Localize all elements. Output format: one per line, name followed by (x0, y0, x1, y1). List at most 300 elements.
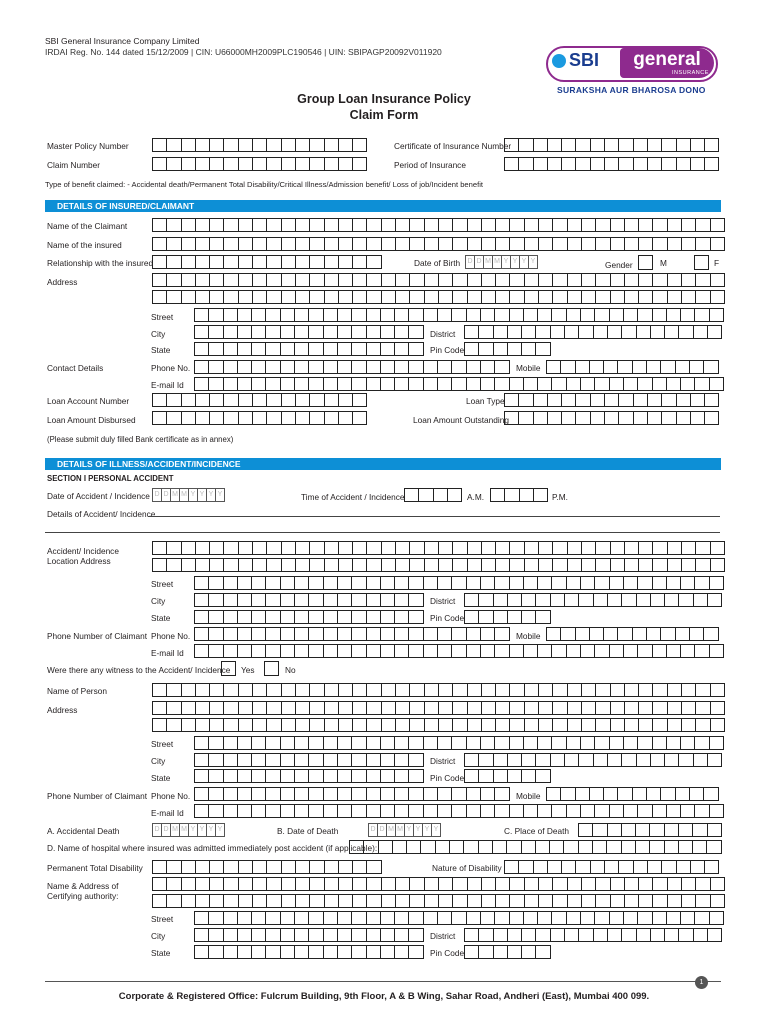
char-box[interactable] (395, 541, 410, 555)
char-box[interactable] (660, 787, 675, 801)
date-char-box[interactable]: Y (431, 823, 441, 837)
char-box[interactable] (695, 683, 710, 697)
char-box[interactable] (594, 911, 609, 925)
char-box[interactable] (266, 157, 281, 171)
char-box[interactable] (661, 393, 676, 407)
char-box[interactable] (681, 218, 696, 232)
char-box[interactable] (637, 377, 652, 391)
char-box[interactable] (280, 627, 295, 641)
char-box[interactable] (381, 894, 396, 908)
char-box[interactable] (308, 911, 323, 925)
state-2-input[interactable] (194, 610, 423, 624)
char-box[interactable] (366, 360, 381, 374)
char-box[interactable] (237, 753, 252, 767)
char-box[interactable] (695, 237, 710, 251)
char-box[interactable] (546, 360, 561, 374)
char-box[interactable] (681, 877, 696, 891)
char-box[interactable] (638, 877, 653, 891)
char-box[interactable] (280, 644, 295, 658)
char-box[interactable] (610, 218, 625, 232)
char-box[interactable] (451, 787, 466, 801)
char-box[interactable] (166, 255, 181, 269)
char-box[interactable] (623, 736, 638, 750)
char-box[interactable] (693, 325, 708, 339)
char-box[interactable] (281, 393, 296, 407)
char-box[interactable] (704, 411, 719, 425)
date-char-box[interactable]: Y (519, 255, 529, 269)
char-box[interactable] (238, 157, 253, 171)
char-box[interactable] (595, 218, 610, 232)
char-box[interactable] (538, 541, 553, 555)
char-box[interactable] (494, 360, 509, 374)
char-box[interactable] (209, 558, 224, 572)
char-box[interactable] (504, 860, 519, 874)
char-box[interactable] (575, 360, 590, 374)
char-box[interactable] (280, 377, 295, 391)
char-box[interactable] (509, 576, 524, 590)
claim-number-input[interactable] (152, 157, 366, 171)
char-box[interactable] (667, 877, 682, 891)
char-box[interactable] (252, 157, 267, 171)
char-box[interactable] (265, 610, 280, 624)
char-box[interactable] (408, 627, 423, 641)
char-box[interactable] (578, 823, 593, 837)
char-box[interactable] (208, 593, 223, 607)
char-box[interactable] (324, 411, 339, 425)
char-box[interactable] (666, 911, 681, 925)
char-box[interactable] (194, 928, 209, 942)
street-2-input[interactable] (194, 576, 723, 590)
char-box[interactable] (535, 840, 550, 854)
char-box[interactable] (638, 290, 653, 304)
char-box[interactable] (681, 894, 696, 908)
char-box[interactable] (494, 627, 509, 641)
char-box[interactable] (408, 736, 423, 750)
char-box[interactable] (152, 877, 167, 891)
char-box[interactable] (237, 593, 252, 607)
char-box[interactable] (423, 736, 438, 750)
char-box[interactable] (208, 769, 223, 783)
char-box[interactable] (624, 894, 639, 908)
char-box[interactable] (621, 593, 636, 607)
char-box[interactable] (567, 237, 582, 251)
char-box[interactable] (352, 894, 367, 908)
char-box[interactable] (281, 411, 296, 425)
char-box[interactable] (238, 218, 253, 232)
char-box[interactable] (610, 558, 625, 572)
char-box[interactable] (467, 218, 482, 232)
location-line1-input[interactable] (152, 541, 724, 555)
char-box[interactable] (166, 393, 181, 407)
char-box[interactable] (507, 928, 522, 942)
char-box[interactable] (366, 701, 381, 715)
char-box[interactable] (710, 877, 725, 891)
char-box[interactable] (552, 701, 567, 715)
char-box[interactable] (566, 736, 581, 750)
char-box[interactable] (194, 911, 209, 925)
char-box[interactable] (208, 753, 223, 767)
char-box[interactable] (633, 860, 648, 874)
char-box[interactable] (294, 342, 309, 356)
char-box[interactable] (252, 558, 267, 572)
char-box[interactable] (652, 718, 667, 732)
char-box[interactable] (295, 877, 310, 891)
char-box[interactable] (251, 593, 266, 607)
place-death-input[interactable] (578, 823, 721, 837)
char-box[interactable] (595, 877, 610, 891)
char-box[interactable] (507, 342, 522, 356)
char-box[interactable] (166, 157, 181, 171)
char-box[interactable] (480, 644, 495, 658)
char-box[interactable] (647, 138, 662, 152)
char-box[interactable] (309, 273, 324, 287)
char-box[interactable] (252, 237, 267, 251)
char-box[interactable] (504, 393, 519, 407)
loan-outstanding-input[interactable] (504, 411, 718, 425)
char-box[interactable] (281, 157, 296, 171)
char-box[interactable] (295, 411, 310, 425)
char-box[interactable] (194, 753, 209, 767)
char-box[interactable] (265, 342, 280, 356)
char-box[interactable] (309, 558, 324, 572)
char-box[interactable] (309, 877, 324, 891)
char-box[interactable] (408, 377, 423, 391)
char-box[interactable] (623, 576, 638, 590)
phone-input[interactable] (194, 360, 509, 374)
char-box[interactable] (424, 558, 439, 572)
char-box[interactable] (265, 928, 280, 942)
char-box[interactable] (695, 290, 710, 304)
char-box[interactable] (223, 804, 238, 818)
char-box[interactable] (195, 558, 210, 572)
char-box[interactable] (524, 701, 539, 715)
char-box[interactable] (578, 753, 593, 767)
char-box[interactable] (467, 683, 482, 697)
char-box[interactable] (524, 273, 539, 287)
char-box[interactable] (595, 541, 610, 555)
char-box[interactable] (494, 644, 509, 658)
address-line2-input[interactable] (152, 290, 724, 304)
char-box[interactable] (366, 769, 381, 783)
char-box[interactable] (394, 804, 409, 818)
char-box[interactable] (266, 290, 281, 304)
char-box[interactable] (624, 541, 639, 555)
char-box[interactable] (595, 290, 610, 304)
char-box[interactable] (633, 157, 648, 171)
char-box[interactable] (152, 894, 167, 908)
char-box[interactable] (195, 701, 210, 715)
state-3-input[interactable] (194, 769, 423, 783)
claimant-name-input[interactable] (152, 218, 724, 232)
char-box[interactable] (424, 290, 439, 304)
char-box[interactable] (252, 290, 267, 304)
char-box[interactable] (504, 157, 519, 171)
char-box[interactable] (594, 377, 609, 391)
char-box[interactable] (208, 610, 223, 624)
char-box[interactable] (366, 377, 381, 391)
char-box[interactable] (607, 325, 622, 339)
char-box[interactable] (581, 273, 596, 287)
char-box[interactable] (595, 894, 610, 908)
char-box[interactable] (366, 218, 381, 232)
char-box[interactable] (194, 945, 209, 959)
char-box[interactable] (194, 610, 209, 624)
char-box[interactable] (493, 610, 508, 624)
char-box[interactable] (704, 157, 719, 171)
char-box[interactable] (638, 718, 653, 732)
char-box[interactable] (408, 787, 423, 801)
char-box[interactable] (580, 911, 595, 925)
char-box[interactable] (564, 325, 579, 339)
char-box[interactable] (466, 377, 481, 391)
char-box[interactable] (689, 627, 704, 641)
city-2-input[interactable] (194, 593, 423, 607)
char-box[interactable] (423, 787, 438, 801)
char-box[interactable] (323, 753, 338, 767)
char-box[interactable] (281, 558, 296, 572)
char-box[interactable] (694, 644, 709, 658)
char-box[interactable] (451, 736, 466, 750)
char-box[interactable] (681, 273, 696, 287)
date-accident-input[interactable] (152, 488, 224, 502)
char-box[interactable] (295, 558, 310, 572)
char-box[interactable] (604, 860, 619, 874)
char-box[interactable] (381, 877, 396, 891)
char-box[interactable] (223, 541, 238, 555)
char-box[interactable] (680, 736, 695, 750)
char-box[interactable] (338, 290, 353, 304)
char-box[interactable] (323, 804, 338, 818)
char-box[interactable] (266, 237, 281, 251)
char-box[interactable] (265, 377, 280, 391)
char-box[interactable] (578, 593, 593, 607)
char-box[interactable] (308, 769, 323, 783)
char-box[interactable] (495, 701, 510, 715)
relationship-input[interactable] (152, 255, 381, 269)
char-box[interactable] (223, 411, 238, 425)
char-box[interactable] (152, 718, 167, 732)
char-box[interactable] (593, 325, 608, 339)
char-box[interactable] (424, 237, 439, 251)
char-box[interactable] (652, 377, 667, 391)
char-box[interactable] (237, 325, 252, 339)
char-box[interactable] (408, 610, 423, 624)
char-box[interactable] (265, 593, 280, 607)
char-box[interactable] (166, 218, 181, 232)
char-box[interactable] (504, 411, 519, 425)
char-box[interactable] (266, 877, 281, 891)
char-box[interactable] (617, 360, 632, 374)
char-box[interactable] (623, 644, 638, 658)
char-box[interactable] (710, 558, 725, 572)
char-box[interactable] (337, 576, 352, 590)
char-box[interactable] (621, 928, 636, 942)
cert-number-input[interactable] (504, 138, 718, 152)
char-box[interactable] (280, 945, 295, 959)
char-box[interactable] (423, 644, 438, 658)
char-box[interactable] (166, 138, 181, 152)
char-box[interactable] (661, 411, 676, 425)
char-box[interactable] (223, 627, 238, 641)
char-box[interactable] (265, 736, 280, 750)
char-box[interactable] (566, 576, 581, 590)
char-box[interactable] (295, 237, 310, 251)
char-box[interactable] (710, 718, 725, 732)
char-box[interactable] (538, 701, 553, 715)
char-box[interactable] (409, 718, 424, 732)
char-box[interactable] (709, 576, 724, 590)
char-box[interactable] (437, 627, 452, 641)
char-box[interactable] (337, 769, 352, 783)
char-box[interactable] (492, 840, 507, 854)
char-box[interactable] (464, 769, 479, 783)
char-box[interactable] (521, 342, 536, 356)
char-box[interactable] (652, 911, 667, 925)
char-box[interactable] (538, 558, 553, 572)
char-box[interactable] (594, 736, 609, 750)
char-box[interactable] (295, 701, 310, 715)
char-box[interactable] (452, 218, 467, 232)
char-box[interactable] (238, 894, 253, 908)
certifying-line1[interactable] (152, 877, 724, 891)
char-box[interactable] (251, 911, 266, 925)
char-box[interactable] (624, 683, 639, 697)
char-box[interactable] (707, 928, 722, 942)
char-box[interactable] (323, 769, 338, 783)
char-box[interactable] (438, 701, 453, 715)
char-box[interactable] (194, 308, 209, 322)
char-box[interactable] (621, 325, 636, 339)
char-box[interactable] (337, 911, 352, 925)
char-box[interactable] (223, 308, 238, 322)
char-box[interactable] (481, 290, 496, 304)
char-box[interactable] (595, 718, 610, 732)
char-box[interactable] (409, 290, 424, 304)
char-box[interactable] (181, 701, 196, 715)
char-box[interactable] (381, 558, 396, 572)
char-box[interactable] (295, 718, 310, 732)
char-box[interactable] (308, 593, 323, 607)
char-box[interactable] (509, 541, 524, 555)
char-box[interactable] (438, 877, 453, 891)
phone-3-input[interactable] (194, 787, 509, 801)
char-box[interactable] (609, 736, 624, 750)
char-box[interactable] (266, 411, 281, 425)
char-box[interactable] (152, 411, 167, 425)
char-box[interactable] (580, 308, 595, 322)
char-box[interactable] (509, 273, 524, 287)
char-box[interactable] (237, 627, 252, 641)
char-box[interactable] (495, 290, 510, 304)
char-box[interactable] (638, 218, 653, 232)
date-char-box[interactable]: Y (197, 823, 207, 837)
char-box[interactable] (478, 840, 493, 854)
char-box[interactable] (395, 701, 410, 715)
char-box[interactable] (523, 576, 538, 590)
char-box[interactable] (693, 753, 708, 767)
char-box[interactable] (695, 701, 710, 715)
char-box[interactable] (495, 877, 510, 891)
char-box[interactable] (294, 576, 309, 590)
char-box[interactable] (438, 718, 453, 732)
char-box[interactable] (509, 804, 524, 818)
char-box[interactable] (604, 393, 619, 407)
char-box[interactable] (337, 342, 352, 356)
char-box[interactable] (352, 157, 367, 171)
char-box[interactable] (237, 736, 252, 750)
char-box[interactable] (652, 894, 667, 908)
char-box[interactable] (695, 558, 710, 572)
char-box[interactable] (323, 342, 338, 356)
char-box[interactable] (395, 218, 410, 232)
char-box[interactable] (351, 360, 366, 374)
char-box[interactable] (647, 393, 662, 407)
char-box[interactable] (408, 804, 423, 818)
char-box[interactable] (481, 877, 496, 891)
char-box[interactable] (338, 718, 353, 732)
char-box[interactable] (166, 237, 181, 251)
char-box[interactable] (181, 138, 196, 152)
char-box[interactable] (464, 945, 479, 959)
char-box[interactable] (308, 787, 323, 801)
char-box[interactable] (238, 701, 253, 715)
char-box[interactable] (208, 308, 223, 322)
char-box[interactable] (664, 325, 679, 339)
char-box[interactable] (409, 541, 424, 555)
char-box[interactable] (295, 860, 310, 874)
date-char-box[interactable]: Y (197, 488, 207, 502)
char-box[interactable] (366, 894, 381, 908)
char-box[interactable] (309, 683, 324, 697)
char-box[interactable] (621, 753, 636, 767)
char-box[interactable] (323, 627, 338, 641)
char-box[interactable] (251, 610, 266, 624)
char-box[interactable] (323, 377, 338, 391)
date-char-box[interactable]: M (179, 488, 189, 502)
char-box[interactable] (294, 377, 309, 391)
district-input[interactable] (464, 325, 721, 339)
char-box[interactable] (563, 840, 578, 854)
char-box[interactable] (449, 840, 464, 854)
char-box[interactable] (309, 237, 324, 251)
char-box[interactable] (409, 273, 424, 287)
char-box[interactable] (281, 541, 296, 555)
char-box[interactable] (308, 804, 323, 818)
char-box[interactable] (208, 342, 223, 356)
char-box[interactable] (546, 787, 561, 801)
gender-m-checkbox[interactable] (694, 255, 709, 270)
char-box[interactable] (594, 308, 609, 322)
char-box[interactable] (295, 218, 310, 232)
char-box[interactable] (478, 593, 493, 607)
char-box[interactable] (509, 558, 524, 572)
char-box[interactable] (632, 627, 647, 641)
char-box[interactable] (281, 218, 296, 232)
char-box[interactable] (595, 701, 610, 715)
char-box[interactable] (351, 377, 366, 391)
char-box[interactable] (208, 627, 223, 641)
char-box[interactable] (351, 753, 366, 767)
char-box[interactable] (380, 342, 395, 356)
char-box[interactable] (580, 644, 595, 658)
char-box[interactable] (280, 769, 295, 783)
char-box[interactable] (408, 911, 423, 925)
char-box[interactable] (324, 393, 339, 407)
date-char-box[interactable]: Y (215, 823, 225, 837)
char-box[interactable] (564, 753, 579, 767)
char-box[interactable] (437, 644, 452, 658)
char-box[interactable] (521, 840, 536, 854)
